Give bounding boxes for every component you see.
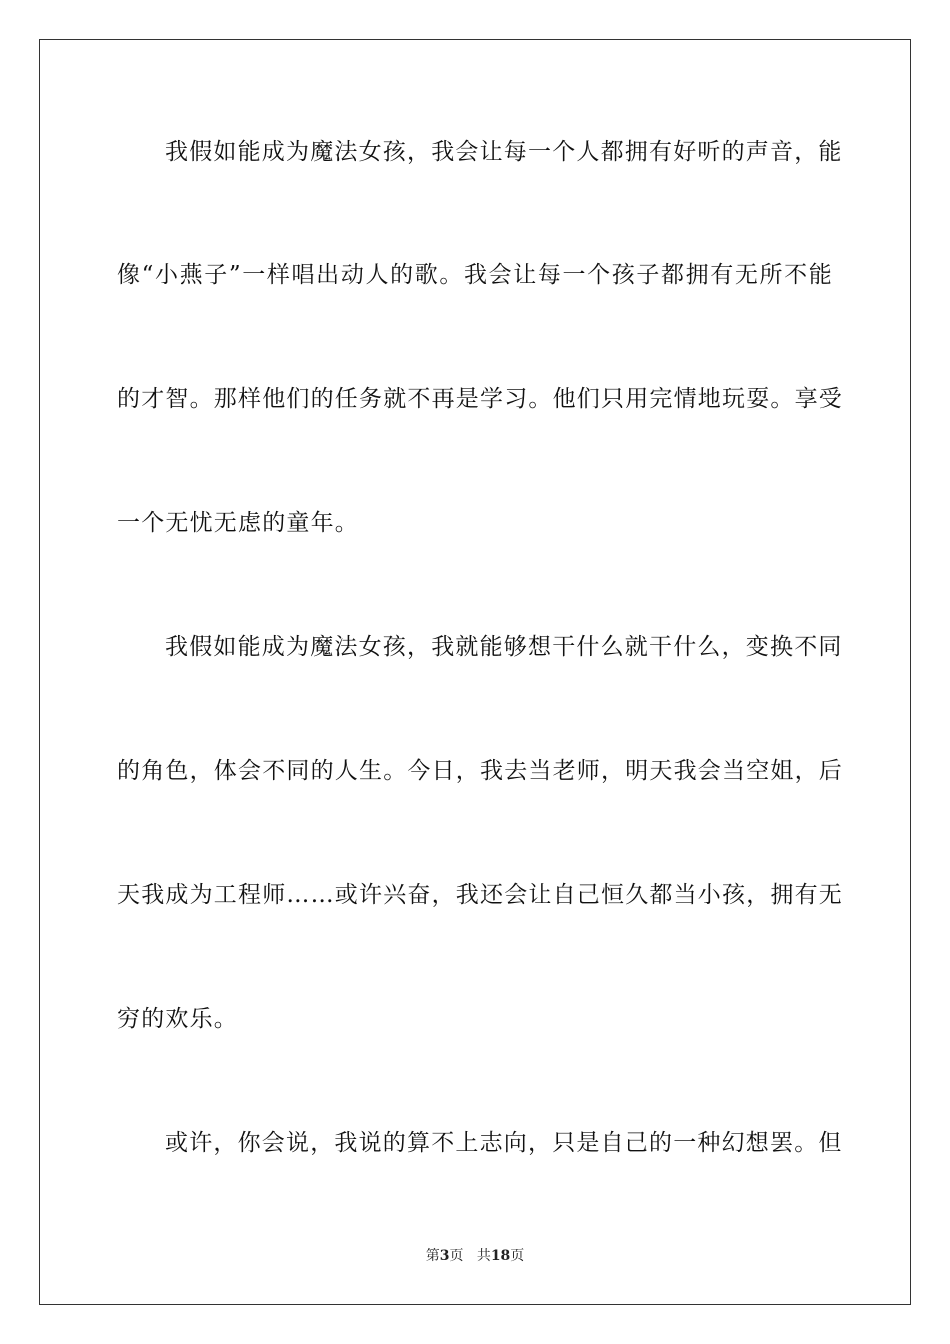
paragraph-1-line-3: 的才智。那样他们的任务就不再是学习。他们只用完情地玩耍。享受 xyxy=(117,386,843,412)
paragraph-2-line-3: 天我成为工程师……或许兴奋，我还会让自己恒久都当小孩，拥有无 xyxy=(117,882,843,908)
paragraph-3-line-1: 或许，你会说，我说的算不上志向，只是自己的一种幻想罢。但 xyxy=(165,1130,843,1156)
paragraph-1-line-4: 一个无忧无虑的童年。 xyxy=(117,510,359,536)
paragraph-1-line-2: 像“小燕子”一样唱出动人的歌。我会让每一个孩子都拥有无所不能 xyxy=(117,262,833,288)
page-number: 3 xyxy=(439,1248,450,1264)
paragraph-2-line-2: 的角色，体会不同的人生。今日，我去当老师，明天我会当空姐，后 xyxy=(117,758,843,784)
total-suffix: 页 xyxy=(510,1248,525,1264)
paragraph-1-line-1: 我假如能成为魔法女孩，我会让每一个人都拥有好听的声音，能 xyxy=(165,139,843,165)
paragraph-2-line-1: 我假如能成为魔法女孩，我就能够想干什么就干什么，变换不同 xyxy=(165,634,843,660)
page-prefix: 第 xyxy=(425,1248,440,1264)
page-frame xyxy=(39,39,911,1305)
paragraph-2-line-4: 穷的欢乐。 xyxy=(117,1006,238,1032)
page-suffix: 页 xyxy=(449,1248,464,1264)
total-pages: 18 xyxy=(490,1248,511,1264)
total-prefix: 共 xyxy=(476,1248,491,1264)
page-footer xyxy=(0,1247,950,1265)
